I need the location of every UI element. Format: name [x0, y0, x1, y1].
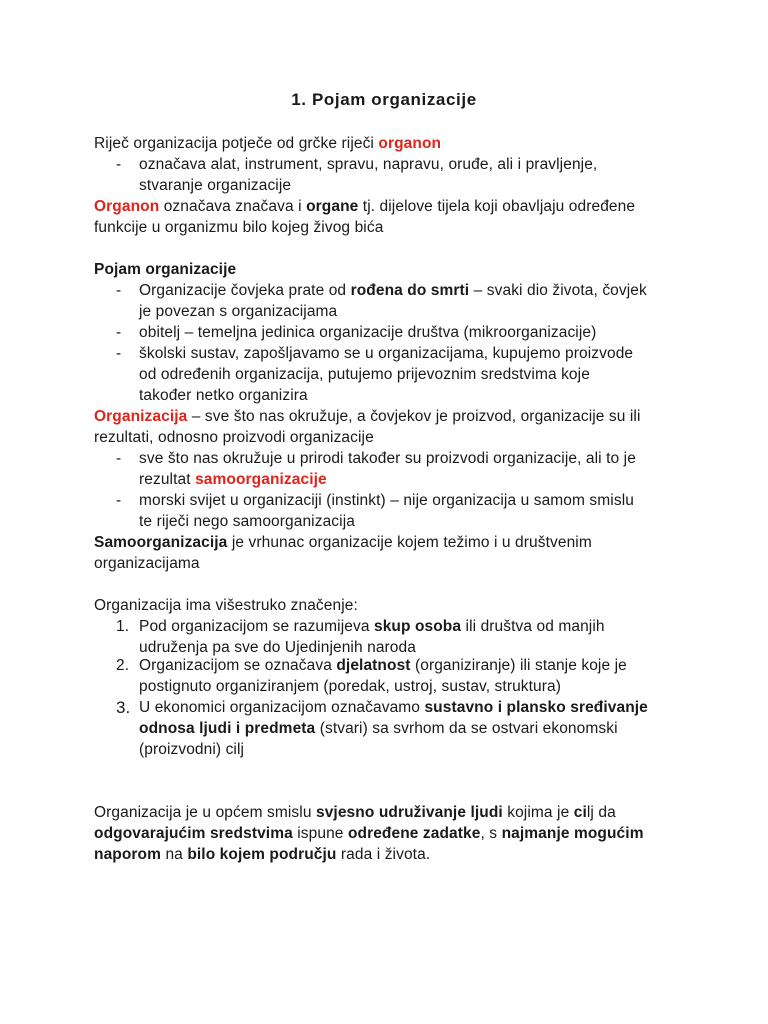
text: tj. dijelove tijela koji obavljaju	[362, 198, 565, 215]
bullet-text-cont: stvaranje organizacije	[139, 177, 292, 194]
bold-term: odgovarajućim sredstvima	[94, 825, 293, 842]
list-item-text-cont: (proizvodni) cilj	[139, 741, 245, 758]
bullet-text-cont	[139, 512, 355, 532]
text: određene	[568, 198, 636, 215]
text: riječi	[156, 513, 190, 530]
text: te	[139, 513, 153, 530]
highlight-term: samoorganizacije	[195, 471, 327, 488]
paragraph-line	[94, 824, 644, 844]
text: Organizacije	[139, 282, 227, 299]
section-heading: Pojam organizacije	[94, 261, 237, 278]
list-item-text-cont	[139, 719, 618, 739]
text: U ekonomici organizacijom	[139, 699, 327, 716]
text: Pod organizacijom se razumijeva	[139, 618, 370, 635]
text: od	[276, 135, 295, 152]
bullet-text	[139, 155, 597, 175]
bullet-text-cont	[139, 470, 327, 490]
text: – svaki dio života,	[473, 282, 598, 299]
text: Riječ	[94, 135, 129, 152]
text: značenje:	[290, 597, 358, 614]
paragraph-line: rezultati, odnosno proizvodi organizacije	[94, 429, 374, 446]
bullet-text: morski svijet u organizaciji (instinkt) – nije organizacija u samom smislu	[139, 492, 634, 509]
list-item-text-cont: postignuto organiziranjem (poredak, ustroj, sustav, struktura)	[139, 678, 562, 695]
text: ispune	[297, 825, 344, 842]
paragraph-line	[94, 533, 592, 553]
text: rezultat	[139, 471, 191, 488]
text: rada i života.	[340, 846, 431, 863]
page-title: 1. Pojam organizacije	[291, 90, 477, 109]
text: su proizvodi organizacije, ali to je	[404, 450, 636, 467]
text: je vrhunac organizacije kojem težimo i u društvenim	[231, 534, 592, 551]
bullet-dash: -	[116, 345, 122, 362]
paragraph-line	[94, 803, 616, 823]
bold-term: bilo kojem	[187, 846, 265, 863]
bold-term: rođena do smrti	[350, 282, 470, 299]
intro-line	[94, 134, 441, 154]
text: – sve što nas okružuje, a	[191, 408, 366, 425]
text: označava	[264, 657, 332, 674]
bullet-text	[139, 449, 636, 469]
text: organizacija	[133, 135, 218, 152]
bold-term: području	[269, 846, 337, 863]
text: na	[165, 846, 183, 863]
text: sve što nas okružuje u prirodi	[139, 450, 344, 467]
paragraph-line	[94, 197, 635, 217]
text: ili društva od manjih	[465, 618, 605, 635]
list-item-text	[139, 656, 627, 676]
text: (organiziranje) ili stanje koje je	[414, 657, 627, 674]
list-item-text	[139, 698, 648, 718]
text: smislu	[267, 804, 312, 821]
paragraph-line	[94, 845, 430, 865]
paragraph-line: organizacijama	[94, 555, 200, 572]
text: također	[348, 450, 401, 467]
text: nego samoorganizacija	[193, 513, 355, 530]
bullet-text	[139, 281, 647, 301]
bold-term: sustavno i plansko	[424, 699, 566, 716]
bold-term: djelatnost	[336, 657, 411, 674]
paragraph-line	[94, 596, 358, 616]
text: određenih	[160, 366, 231, 383]
list-item-text-cont: udruženja pa sve do Ujedinjenih naroda	[139, 639, 416, 656]
bold-term: određene zadatke	[347, 825, 481, 842]
text: čovjeka	[230, 282, 285, 299]
text: funkcije u organizmu bilo kojeg živog	[94, 219, 351, 236]
bold-term: najmanje mogućim	[501, 825, 644, 842]
list-number: 1.	[116, 618, 130, 635]
text: Organizacija ima višestruko	[94, 597, 287, 614]
paragraph-line	[94, 218, 383, 238]
text: bića	[354, 219, 384, 236]
bold-term: skup osoba	[373, 618, 462, 635]
text: označavamo	[331, 699, 421, 716]
bullet-text-cont	[139, 365, 590, 385]
text: Organizacijom se	[139, 657, 261, 674]
text: je proizvod, organizacije su ili	[435, 408, 641, 425]
paragraph-line	[94, 407, 641, 427]
text: alat, instrument, spravu, napravu,	[210, 156, 445, 173]
bold-term: organe	[306, 198, 359, 215]
list-number: 3.	[116, 698, 131, 717]
list-number: 2.	[116, 657, 130, 674]
bold-term: odnosa ljudi i predmeta	[139, 720, 316, 737]
bold-term: ci	[573, 804, 587, 821]
text: čovjek	[602, 282, 647, 299]
text: ali i pravljenje,	[497, 156, 598, 173]
text: također	[139, 387, 192, 404]
bullet-text: školski sustav, zapošljavamo se u organizacijama, kupujemo proizvode	[139, 345, 634, 362]
text: prate od	[288, 282, 347, 299]
text: netko organizira	[195, 387, 308, 404]
bullet-text: obitelj – temeljna jedinica organizacije društva (mikroorganizacije)	[139, 324, 597, 341]
text: općem	[215, 804, 263, 821]
text: označava značava i	[163, 198, 302, 215]
text: (stvari) sa svrhom da se ostvari ekonomski	[319, 720, 618, 737]
bold-term: Samoorganizacija	[94, 534, 228, 551]
text: organizacija, putujemo prijevoznim sredstvima koje	[235, 366, 590, 383]
bold-term: svjesno udruživanje ljudi	[315, 804, 503, 821]
text: od	[139, 366, 157, 383]
text: grčke riječi	[298, 135, 374, 152]
bullet-dash: -	[116, 324, 122, 341]
bold-term: naporom	[94, 846, 162, 863]
bullet-dash: -	[116, 156, 122, 173]
bullet-dash: -	[116, 450, 122, 467]
text: čovjekov	[370, 408, 432, 425]
text: Organizacija je u	[94, 804, 212, 821]
highlight-term: Organon	[94, 198, 160, 215]
text: , s	[480, 825, 498, 842]
text: označava	[139, 156, 207, 173]
text: kojima je	[507, 804, 570, 821]
bullet-text-cont	[139, 386, 308, 406]
text: lj da	[586, 804, 616, 821]
bold-term: sređivanje	[570, 699, 648, 716]
bullet-dash: -	[116, 282, 122, 299]
bullet-text-cont: je povezan s organizacijama	[139, 303, 338, 320]
bullet-dash: -	[116, 492, 122, 509]
text: potječe	[221, 135, 273, 152]
list-item-text	[139, 617, 605, 637]
highlight-term: organon	[378, 135, 442, 152]
text: oruđe,	[448, 156, 493, 173]
highlight-term: Organizacija	[94, 408, 188, 425]
